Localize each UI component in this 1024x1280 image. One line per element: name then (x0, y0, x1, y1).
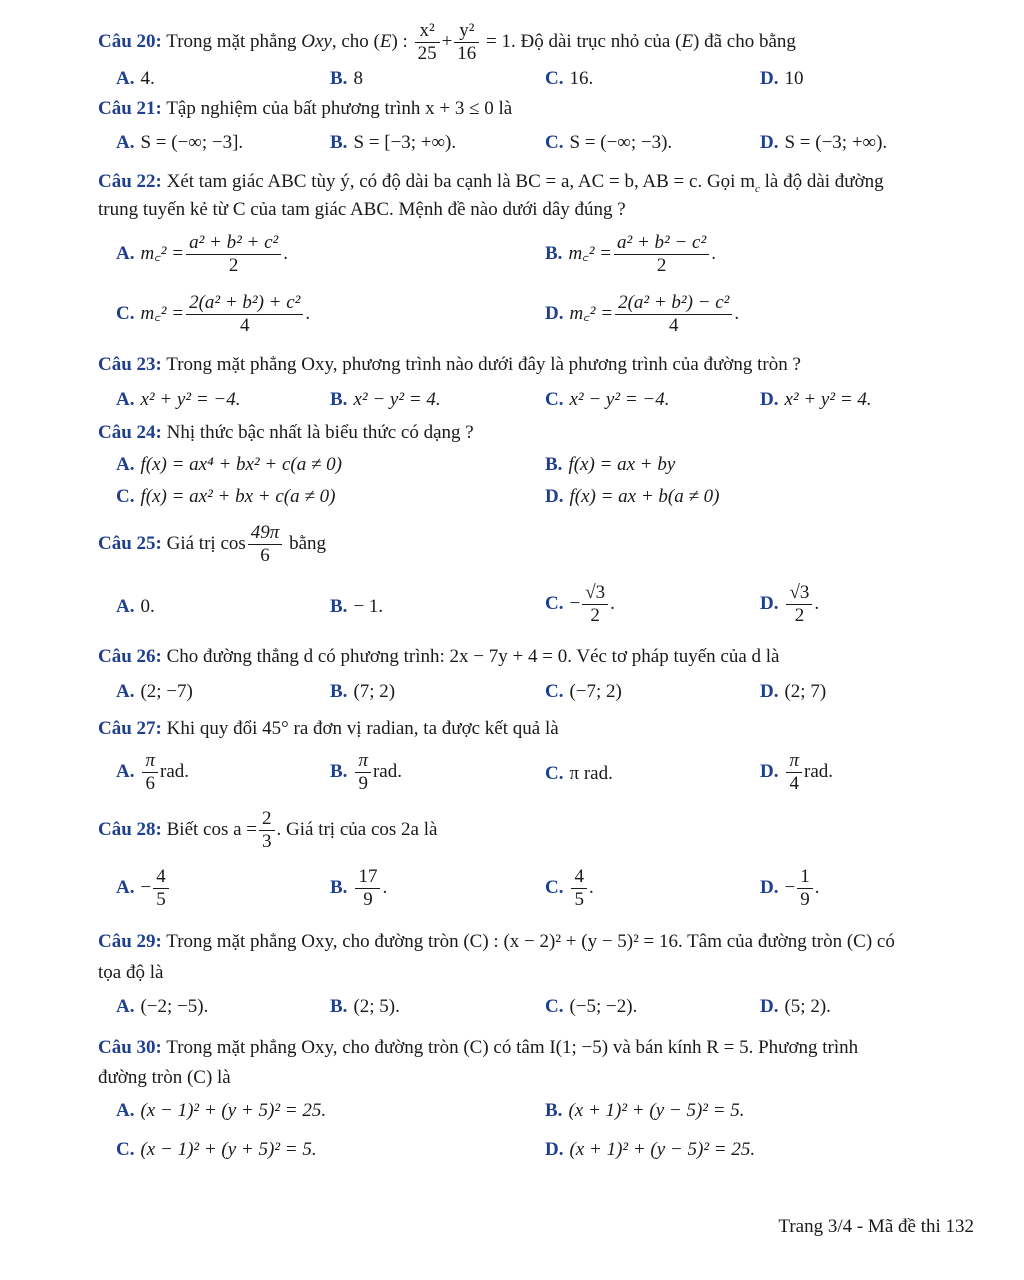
question-text: Cho đường thẳng d có phương trình: 2x − 7y + 4 = 0. Véc tơ pháp tuyến của d là (166, 646, 780, 667)
option-c[interactable]: C. m꜀² = $\frac{\text{2(a² + b²) + c²}}{4}$ . (116, 292, 311, 336)
fraction: $\frac{1}{9}$ (797, 866, 813, 911)
question-22: Câu 22: Xét tam giác ABC tùy ý, có độ dài ba cạnh là BC = a, AC = b, AB = c. Gọi $m_c$ là độ dài đường (98, 171, 884, 195)
option-d[interactable]: D. x² + y² = 4. (760, 389, 872, 410)
question-text: Trong mặt phẳng Oxy, cho đường tròn (C) có tâm I(1; −5) và bán kính R = 5. Phương trình (166, 1037, 859, 1058)
option-a[interactable]: A. x² + y² = −4. (116, 389, 241, 410)
option-a[interactable]: A. (−2; −5). (116, 996, 209, 1017)
question-text: Trong mặt phẳng Oxy, phương trình nào dưới đây là phương trình của đường tròn ? (166, 354, 801, 375)
option-d[interactable]: D. (x + 1)² + (y − 5)² = 25. (545, 1139, 756, 1160)
question-23 (98, 354, 801, 376)
option-b[interactable]: B. S = [−3; +∞). (330, 132, 457, 153)
question-text-line2: trung tuyến kẻ từ C của tam giác ABC. Mệnh đề nào dưới dây đúng ? (98, 199, 626, 220)
option-c[interactable]: C. (−5; −2). (545, 996, 638, 1017)
question-label: Câu 28: (98, 818, 162, 840)
option-d[interactable]: D. $\frac{√3}{2}$ . (760, 582, 820, 626)
option-a[interactable]: A. $\frac{\pi}{6}$ rad. (116, 750, 190, 794)
option-a[interactable]: A. S = (−∞; −3]. (116, 132, 244, 153)
question-label: Câu 25: (98, 532, 162, 554)
question-text: Trong mặt phẳng Oxy, cho đường tròn (C) : (x − 2)² + (y − 5)² = 16. Tâm của đường tròn (C) có (166, 931, 895, 952)
option-c[interactable]: C. (−7; 2) (545, 681, 622, 702)
option-c[interactable]: C. (x − 1)² + (y + 5)² = 5. (116, 1139, 317, 1160)
option-a[interactable]: A. 0. (116, 596, 155, 617)
option-d[interactable]: D. (2; 7) (760, 681, 827, 702)
fraction: $\frac{\pi}{9}$ (355, 750, 371, 795)
fraction: $\frac{17}{9}$ (355, 866, 380, 911)
question-text: Biết cos a = (166, 818, 258, 840)
question-21 (98, 98, 512, 120)
question-text-line2: đường tròn (C) là (98, 1067, 231, 1088)
question-label: Câu 30: (98, 1037, 162, 1058)
page-footer: Trang 3/4 - Mã đề thi 132 (778, 1216, 974, 1237)
question-text: Nhị thức bậc nhất là biểu thức có dạng ? (166, 422, 474, 443)
question-25: Câu 25: Giá trị cos $\frac{49\pi}{6}$ bằng (98, 522, 326, 566)
option-b[interactable]: B. (7; 2) (330, 681, 396, 702)
option-b[interactable]: B. − 1. (330, 596, 384, 617)
question-label: Câu 20: (98, 30, 162, 52)
fraction: $\frac{\text{2(a² + b²) − c²}}{4}$ (615, 292, 732, 337)
option-a[interactable]: A. (2; −7) (116, 681, 193, 702)
option-c[interactable]: C. f(x) = ax² + bx + c(a ≠ 0) (116, 486, 336, 507)
question-label: Câu 29: (98, 931, 162, 952)
option-c[interactable]: C. S = (−∞; −3). (545, 132, 673, 153)
question-26 (98, 646, 780, 668)
fraction: $\frac{49\pi}{6}$ (248, 522, 283, 567)
option-a[interactable]: A. m꜀² = $\frac{\text{a² + b² + c²}}{2}$ . (116, 232, 288, 276)
fraction: $\frac{4}{5}$ (571, 866, 587, 911)
fraction: $\frac{\text{a² + b² + c²}}{2}$ (186, 232, 281, 277)
question-label: Câu 22: (98, 171, 162, 192)
fraction: $\frac{\text{a² + b² − c²}}{2}$ (614, 232, 709, 277)
option-c[interactable]: C. 16. (545, 68, 594, 89)
option-d[interactable]: D. m꜀² = $\frac{\text{2(a² + b²) − c²}}{4}$ . (545, 292, 740, 336)
option-d[interactable]: D. 10 (760, 68, 804, 89)
fraction: $\frac{√3}{2}$ (582, 582, 608, 627)
question-label: Câu 24: (98, 422, 162, 443)
option-a[interactable]: A. f(x) = ax⁴ + bx² + c(a ≠ 0) (116, 454, 342, 475)
option-a[interactable]: A. − $\frac{4}{5}$ (116, 866, 171, 911)
option-a[interactable]: A. (x − 1)² + (y + 5)² = 25. (116, 1100, 327, 1121)
fraction: $\frac{\text{x²}}{25}$ (415, 20, 440, 65)
question-label: Câu 26: (98, 646, 162, 667)
question-text: Trong mặt phẳng Oxy, cho (E) : (166, 30, 408, 52)
question-30 (98, 1037, 858, 1059)
question-text: Giá trị (166, 532, 216, 554)
option-b[interactable]: B. $\frac{17}{9}$ . (330, 866, 388, 910)
fraction: $\frac{\text{2(a² + b²) + c²}}{4}$ (186, 292, 303, 337)
question-label: Câu 27: (98, 718, 162, 739)
fraction: $\frac{√3}{2}$ (786, 582, 812, 627)
question-text: Xét tam giác ABC tùy ý, có độ dài ba cạnh là BC = a, AC = b, AB = c. Gọi m (166, 171, 755, 192)
option-d[interactable]: D. − $\frac{1}{9}$ . (760, 866, 820, 910)
option-d[interactable]: D. f(x) = ax + b(a ≠ 0) (545, 486, 720, 507)
option-b[interactable]: B. f(x) = ax + by (545, 454, 676, 475)
question-text: Khi quy đổi 45° ra đơn vị radian, ta được kết quả là (166, 718, 559, 739)
option-b[interactable]: B. 8 (330, 68, 363, 89)
fraction: $\frac{2}{3}$ (259, 808, 275, 853)
option-c[interactable]: C. x² − y² = −4. (545, 389, 670, 410)
option-b[interactable]: B. x² − y² = 4. (330, 389, 441, 410)
option-d[interactable]: D. (5; 2). (760, 996, 831, 1017)
option-b[interactable]: B. (x + 1)² + (y − 5)² = 5. (545, 1100, 745, 1121)
option-d[interactable]: D. $\frac{\pi}{4}$ rad. (760, 750, 834, 794)
fraction: $\frac{\pi}{6}$ (142, 750, 158, 795)
option-c[interactable]: C. π rad. (545, 763, 613, 784)
fraction: $\frac{4}{5}$ (153, 866, 169, 911)
option-b[interactable]: B. m꜀² = $\frac{\text{a² + b² − c²}}{2}$ . (545, 232, 716, 276)
option-b[interactable]: B. (2; 5). (330, 996, 400, 1017)
option-d[interactable]: D. S = (−3; +∞). (760, 132, 888, 153)
question-24 (98, 422, 474, 444)
question-28: Câu 28: Biết cos a = $\frac{2}{3}$ . Giá trị của cos 2a là (98, 808, 438, 852)
question-27 (98, 718, 559, 740)
fraction: $\frac{\pi}{4}$ (786, 750, 802, 795)
option-a[interactable]: A. 4. (116, 68, 155, 89)
option-c[interactable]: C. − $\frac{√3}{2}$ . (545, 582, 615, 626)
question-text: Tập nghiệm của bất phương trình x + 3 ≤ 0 là (166, 98, 513, 119)
question-label: Câu 21: (98, 98, 162, 119)
question-label: Câu 23: (98, 354, 162, 375)
question-20: Câu 20: Trong mặt phẳng Oxy, cho (E) : $\frac{\text{x²}}{25}$ + $\frac{\text{y²}}{16}$ = 1. Độ dài trục nhỏ của (E) đã cho bằng (98, 20, 796, 64)
fraction: $\frac{\text{y²}}{16}$ (454, 20, 479, 65)
option-b[interactable]: B. $\frac{\pi}{9}$ rad. (330, 750, 402, 794)
question-29 (98, 931, 895, 953)
question-text-line2: tọa độ là (98, 962, 164, 983)
option-c[interactable]: C. $\frac{4}{5}$ . (545, 866, 594, 910)
